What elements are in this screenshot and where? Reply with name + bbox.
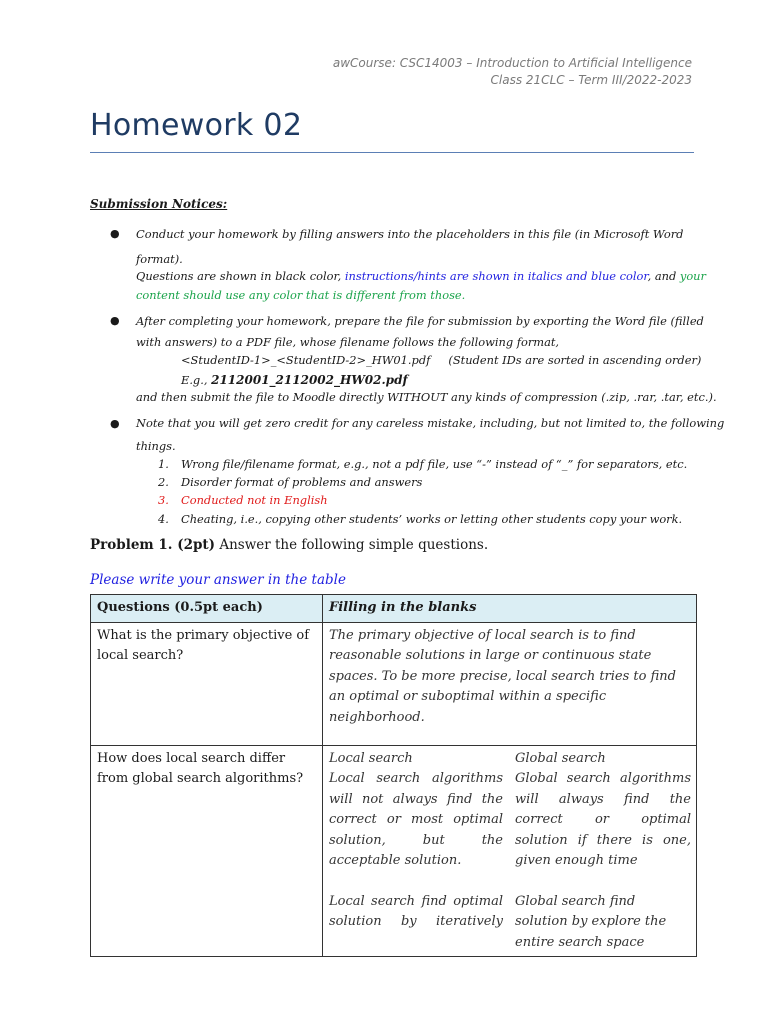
col-answers-header: Filling in the blanks: [323, 595, 697, 623]
mistake-num-4: 4.: [158, 512, 169, 526]
global-search-p1: Global search algorithms will always find the correct or optimal solution if there is one, given enough time: [515, 771, 691, 868]
page-title: Homework 02: [90, 108, 303, 143]
problem-text: Answer the following simple questions.: [215, 537, 489, 553]
notice-1-line-2: format).: [136, 252, 183, 266]
bullet-dot: ●: [110, 227, 120, 240]
course-line: awCourse: CSC14003 – Introduction to Artificial Intelligence: [332, 56, 692, 70]
mistake-num-1: 1.: [158, 457, 169, 471]
answer-1[interactable]: The primary objective of local search is to find reasonable solutions in large or continuous state spaces. To be more precise, local search tries to find an optimal or suboptimal within a specific neighborhood.: [323, 622, 697, 745]
local-search-title: Local search: [329, 750, 413, 766]
answer-2-cell[interactable]: [323, 745, 697, 957]
notice-2-line-1: After completing your homework, prepare the file for submission by exporting the Word file (filled: [136, 314, 704, 328]
bullet-dot: ●: [110, 314, 120, 327]
notice-1-comma: , and: [647, 269, 680, 283]
course-header: [333, 55, 692, 89]
notice-1: [136, 224, 691, 244]
notice-1-green-text: your: [679, 269, 706, 283]
answer-2-subtable: [323, 746, 697, 957]
notice-2-example: [181, 371, 408, 389]
notice-1-line-4: content should use any color that is different from those.: [136, 288, 466, 302]
notice-2-example-filename: 2112001_2112002_HW02.pdf: [211, 373, 408, 387]
notice-1-line-3: [136, 267, 706, 285]
table-row: [91, 622, 697, 745]
global-search-cell[interactable]: [509, 746, 697, 957]
table-header-row: [91, 595, 697, 623]
mistake-item-3: Conducted not in English: [181, 493, 328, 507]
bullet-dot: ●: [110, 417, 120, 430]
problem-label: Problem 1. (2pt): [90, 537, 216, 553]
notice-3-line-1: Note that you will get zero credit for any careless mistake, including, but not limited to, the following: [136, 416, 725, 430]
col-questions-header: Questions (0.5pt each): [91, 595, 323, 623]
title-rule: [90, 152, 694, 153]
notices-heading: Submission Notices:: [90, 197, 228, 211]
global-search-title: Global search: [515, 750, 606, 766]
mistake-item-2: Disorder format of problems and answers: [181, 475, 423, 489]
table-row: [91, 745, 697, 957]
local-search-p1: Local search algorithms will not always find the correct or most optimal solution, but the acceptable solution.: [329, 771, 503, 868]
local-search-p2: Local search find optimal solution by iteratively: [329, 893, 503, 929]
problem-heading: [90, 537, 488, 553]
notice-2-line-2: with answers) to a PDF file, whose filename follows the following format,: [136, 335, 560, 349]
answer-table: [90, 594, 697, 957]
local-search-cell[interactable]: [323, 746, 509, 957]
notice-2-filename-format: <StudentID-1>_<StudentID-2>_HW01.pdf (Student IDs are sorted in ascending order): [181, 353, 702, 367]
notice-3-line-2: things.: [136, 439, 176, 453]
mistake-num-3: 3.: [158, 493, 169, 507]
notice-1-black-text: Questions are shown in black color,: [136, 269, 345, 283]
mistake-num-2: 2.: [158, 475, 169, 489]
notice-2-line-5: and then submit the file to Moodle directly WITHOUT any kinds of compression (.zip, .rar, .tar, etc.).: [136, 390, 717, 404]
notice-2-example-prefix: E.g.,: [181, 373, 212, 387]
global-search-p2: Global search find solution by explore the entire search space: [515, 893, 667, 950]
mistake-item-4: Cheating, i.e., copying other students’ works or letting other students copy your work.: [181, 512, 683, 526]
notice-1-line-1: Conduct your homework by filling answers into the placeholders in this file (in Microsoft Word: [136, 227, 684, 241]
notice-1-blue-text: instructions/hints are shown in italics and blue color: [344, 269, 648, 283]
question-2: How does local search differ from global search algorithms?: [91, 745, 323, 957]
mistake-item-1: Wrong file/filename format, e.g., not a pdf file, use “-” instead of “_” for separators, etc.: [181, 457, 688, 471]
question-1: What is the primary objective of local search?: [91, 622, 323, 745]
class-line: Class 21CLC – Term III/2022-2023: [490, 73, 692, 87]
table-hint: Please write your answer in the table: [90, 572, 346, 588]
